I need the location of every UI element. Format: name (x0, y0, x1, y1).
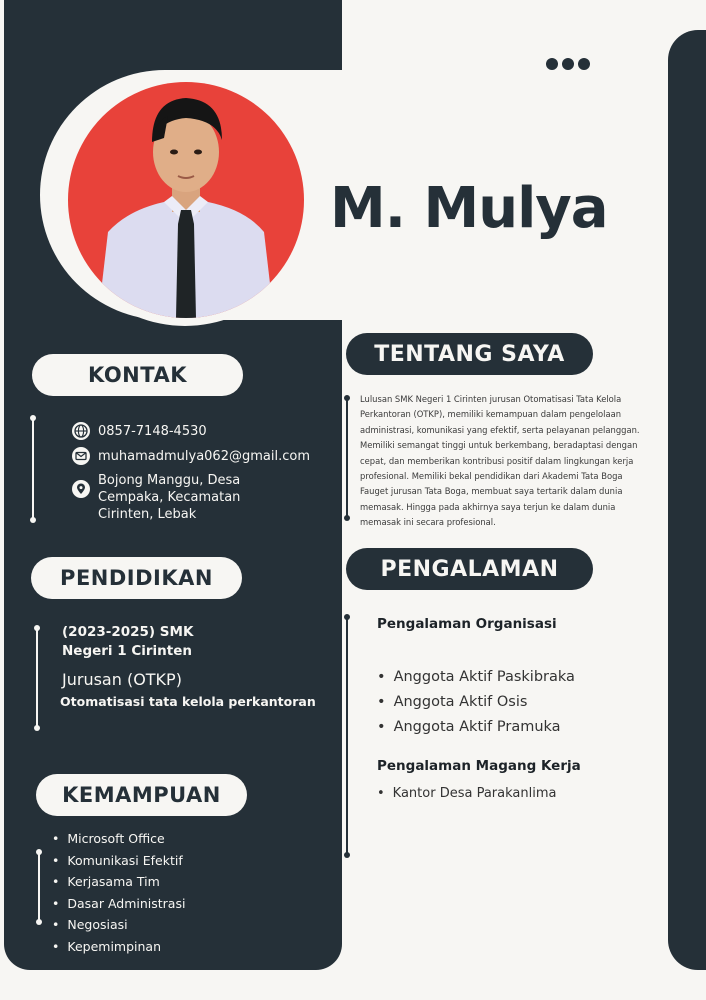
contact-address-row (72, 472, 277, 523)
contact-timeline (32, 418, 34, 520)
internship-experience-title: Pengalaman Magang Kerja (377, 758, 581, 774)
mail-icon (72, 447, 90, 465)
about-timeline (346, 398, 348, 518)
person-illustration (68, 82, 304, 318)
education-heading: PENDIDIKAN (31, 557, 242, 599)
education-timeline (36, 628, 38, 728)
right-decor-bar (668, 30, 706, 970)
skill-item: • Komunikasi Efektif (52, 850, 185, 872)
education-major: Jurusan (OTKP) (62, 670, 182, 689)
internship-experience-list (377, 786, 556, 801)
more-dots-icon (546, 58, 590, 70)
experience-heading: PENGALAMAN (346, 548, 593, 590)
organization-item: • Anggota Aktif Osis (377, 691, 575, 716)
skills-list (52, 828, 185, 957)
contact-phone: 0857-7148-4530 (98, 424, 207, 439)
about-text: Lulusan SMK Negeri 1 Cirinten jurusan Otomatisasi Tata Kelola Perkantoran (OTKP), memiliki kemampuan dalam pengelolaan administrasi, komunikasi yang efektif, serta pelayanan pelanggan. Memiliki semangat tinggi untuk berkembang, beradaptasi dengan cepat, dan memberikan kontribusi positif dalam lingkungan kerja profesional. Memiliki bekal pendidikan dari Akademi Tata Boga Fauget jurusan Tata Boga, membuat saya tertarik dalam dunia memasak. Hingga pada akhirnya saya terjun ke dalam dunia memasak ini secara profesional. (360, 394, 640, 528)
organization-experience-list (377, 666, 575, 741)
skill-item: • Kepemimpinan (52, 936, 185, 958)
contact-heading: KONTAK (32, 354, 243, 396)
globe-icon (72, 422, 90, 440)
contact-email-row (72, 448, 312, 465)
organization-item: • Anggota Aktif Pramuka (377, 716, 575, 741)
skill-item: • Microsoft Office (52, 828, 185, 850)
skills-timeline (38, 852, 40, 922)
location-pin-icon (72, 480, 90, 498)
organization-experience-title: Pengalaman Organisasi (377, 616, 557, 632)
education-years-school: (2023-2025) SMK (62, 624, 194, 640)
education-major-full: Otomatisasi tata kelola perkantoran (60, 694, 316, 709)
skill-item: • Kerjasama Tim (52, 871, 185, 893)
skill-item: • Dasar Administrasi (52, 893, 185, 915)
profile-photo (68, 82, 304, 318)
organization-item: • Anggota Aktif Paskibraka (377, 666, 575, 691)
contact-phone-row (72, 423, 312, 440)
experience-timeline (346, 617, 348, 855)
skill-item: • Negosiasi (52, 914, 185, 936)
contact-address: Bojong Manggu, Desa Cempaka, Kecamatan Cirinten, Lebak (98, 473, 241, 522)
about-heading: TENTANG SAYA (346, 333, 593, 375)
person-name: M. Mulya (330, 176, 608, 241)
education-school-name: Negeri 1 Cirinten (62, 643, 193, 659)
contact-email: muhamadmulya062@gmail.com (98, 449, 310, 464)
skills-heading: KEMAMPUAN (36, 774, 247, 816)
internship-item: • Kantor Desa Parakanlima (377, 786, 556, 801)
